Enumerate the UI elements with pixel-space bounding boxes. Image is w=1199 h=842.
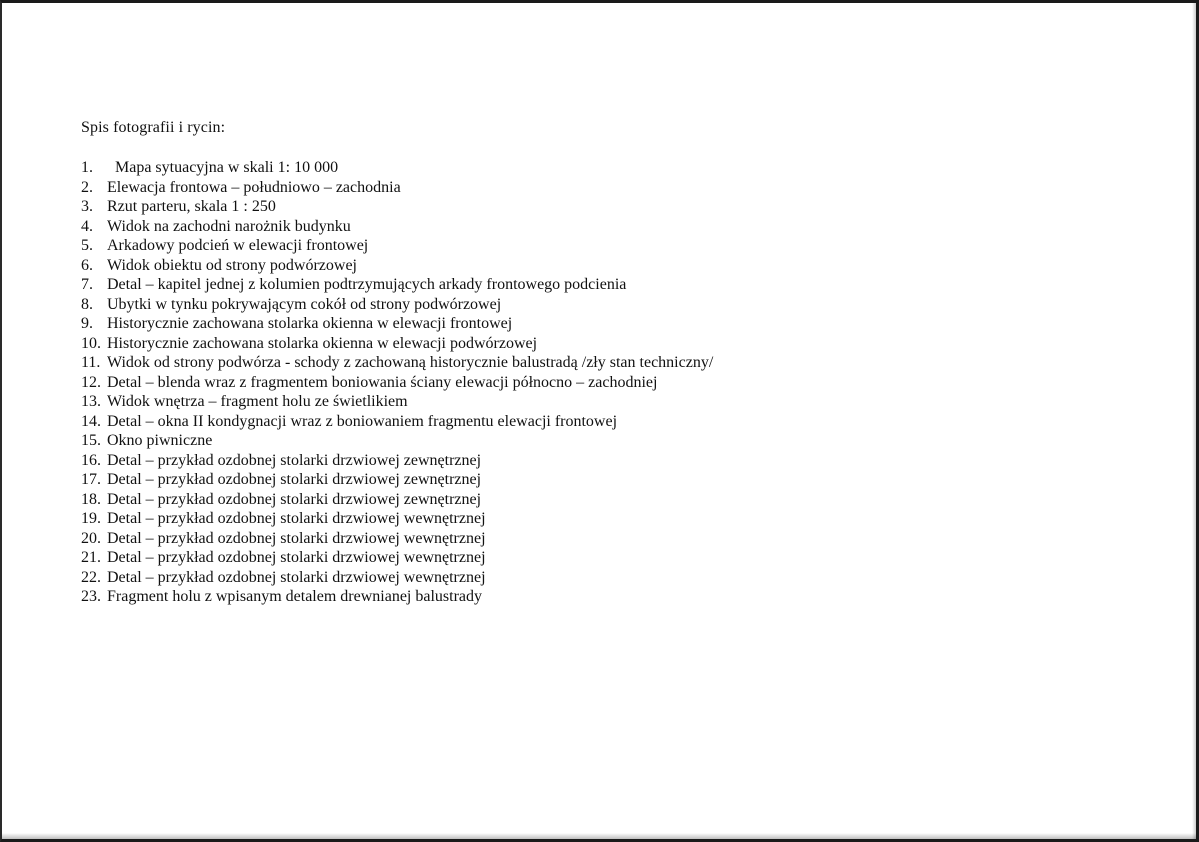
list-item — [81, 295, 713, 315]
list-item — [81, 568, 713, 588]
item-text: Detal – przykład ozdobnej stolarki drzwiowej wewnętrznej — [107, 529, 486, 547]
item-text: Detal – przykład ozdobnej stolarki drzwiowej wewnętrznej — [107, 568, 486, 586]
item-number: 1. — [81, 159, 93, 176]
list-item — [81, 217, 713, 237]
item-number: 13. — [81, 393, 101, 410]
item-text: Historycznie zachowana stolarka okienna w elewacji frontowej — [107, 315, 513, 332]
item-number: 20. — [81, 529, 101, 547]
item-text: Detal – przykład ozdobnej stolarki drzwiowej wewnętrznej — [107, 549, 486, 566]
list-item — [81, 451, 713, 471]
item-number: 16. — [81, 451, 101, 469]
item-text: Widok na zachodni narożnik budynku — [107, 217, 351, 235]
item-text: Detal – przykład ozdobnej stolarki drzwiowej zewnętrznej — [107, 490, 482, 508]
list-item — [81, 509, 713, 529]
list-item — [81, 470, 713, 490]
list-title: Spis fotografii i rycin: — [81, 119, 226, 136]
item-text: Widok obiektu od strony podwórzowej — [107, 256, 357, 274]
list-item — [81, 490, 713, 510]
photo-list — [81, 158, 713, 607]
item-text: Ubytki w tynku pokrywającym cokół od strony podwórzowej — [107, 295, 502, 313]
item-number: 18. — [81, 490, 101, 508]
item-number: 2. — [81, 178, 93, 196]
item-number: 7. — [81, 276, 93, 293]
item-text: Detal – blenda wraz z fragmentem boniowania ściany elewacji północno – zachodniej — [107, 373, 658, 391]
item-text: Detal – kapitel jednej z kolumien podtrzymujących arkady frontowego podcienia — [107, 276, 627, 293]
list-item — [81, 529, 713, 549]
item-number: 19. — [81, 510, 101, 527]
list-item — [81, 197, 713, 217]
item-number: 21. — [81, 549, 101, 566]
list-item — [81, 158, 713, 178]
item-number: 4. — [81, 217, 93, 235]
item-text: Detal – okna II kondygnacji wraz z boniowaniem fragmentu elewacji frontowej — [107, 412, 618, 430]
list-item — [81, 587, 713, 607]
item-number: 8. — [81, 295, 93, 313]
list-item — [81, 178, 713, 198]
scan-shadow-right — [1192, 3, 1196, 839]
list-item — [81, 334, 713, 354]
item-text: Okno piwniczne — [107, 432, 213, 449]
item-text: Fragment holu z wpisanym detalem drewnianej balustrady — [107, 588, 483, 605]
item-number: 17. — [81, 471, 101, 488]
item-number: 5. — [81, 237, 93, 254]
item-text: Detal – przykład ozdobnej stolarki drzwiowej zewnętrznej — [107, 451, 482, 469]
scan-shadow-bottom — [2, 833, 1196, 839]
item-text: Detal – przykład ozdobnej stolarki drzwiowej wewnętrznej — [107, 510, 486, 527]
item-number: 14. — [81, 412, 101, 430]
item-number: 15. — [81, 432, 101, 449]
item-text: Detal – przykład ozdobnej stolarki drzwiowej zewnętrznej — [107, 471, 482, 488]
item-number: 23. — [81, 588, 101, 605]
item-text: Mapa sytuacyjna w skali 1: 10 000 — [115, 159, 339, 176]
item-text: Rzut parteru, skala 1 : 250 — [107, 198, 276, 215]
item-text: Historycznie zachowana stolarka okienna w elewacji podwórzowej — [107, 334, 538, 352]
item-text: Elewacja frontowa – południowo – zachodnia — [107, 178, 401, 196]
item-number: 22. — [81, 568, 101, 586]
list-item — [81, 236, 713, 256]
item-text: Arkadowy podcień w elewacji frontowej — [107, 237, 369, 254]
list-item — [81, 392, 713, 412]
list-item — [81, 373, 713, 393]
item-text: Widok od strony podwórza - schody z zachowaną historycznie balustradą /zły stan techniczny/ — [107, 354, 714, 371]
list-item — [81, 275, 713, 295]
list-item — [81, 431, 713, 451]
item-number: 9. — [81, 315, 93, 332]
item-number: 3. — [81, 198, 93, 215]
item-number: 11. — [81, 354, 101, 371]
item-text: Widok wnętrza – fragment holu ze świetlikiem — [107, 393, 408, 410]
item-number: 12. — [81, 373, 101, 391]
item-number: 10. — [81, 334, 101, 352]
list-item — [81, 314, 713, 334]
list-item — [81, 548, 713, 568]
list-item — [81, 256, 713, 276]
item-number: 6. — [81, 256, 93, 274]
list-item — [81, 412, 713, 432]
list-item — [81, 353, 713, 373]
